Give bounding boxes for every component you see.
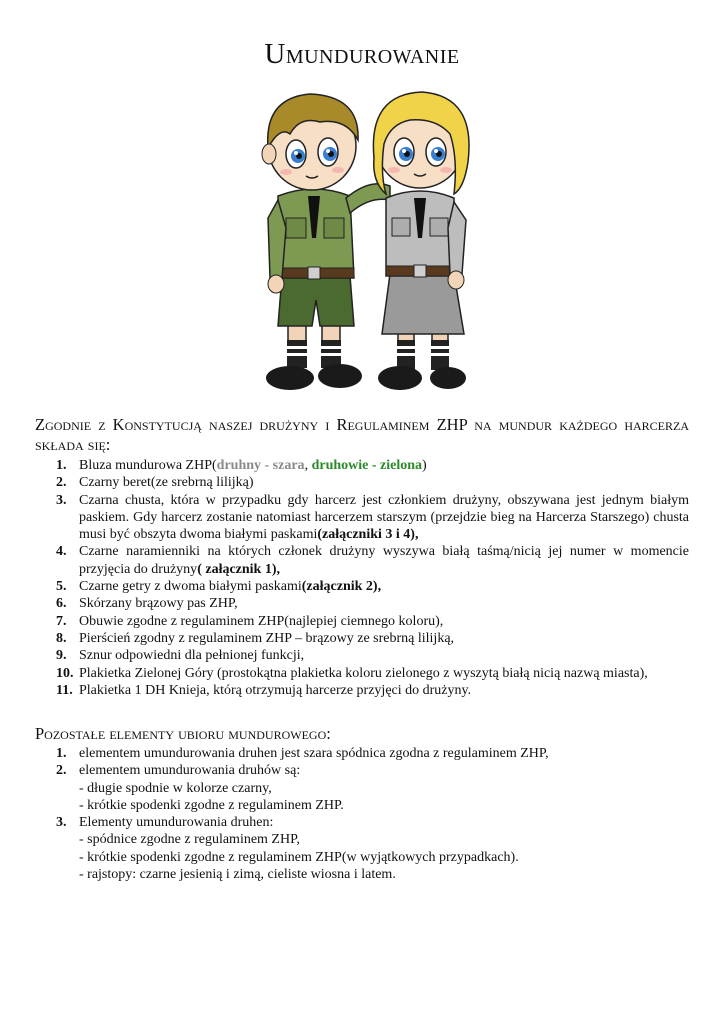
item-text-end: ) [422,458,427,473]
item-text: elementem umundurowania druhen jest szara spódnica zgodna z regulaminem ZHP, [79,746,549,761]
sub-item: - długie spodnie w kolorze czarny, [79,780,272,796]
item-number: 11. [56,682,73,698]
list-item [35,457,689,474]
item-text: Bluza mundurowa ZHP( [79,458,217,473]
sub-item: - krótkie spodenki zgodne z regulaminem ZHP(w wyjątkowych przypadkach). [79,849,519,865]
list-item [35,630,689,647]
list-item [35,595,689,612]
item-text: Plakietka Zielonej Góry (prostokątna plakietka koloru zielonego z wyszytą białą nicią nazwą miasta), [79,665,648,681]
scout-girl-figure [373,92,469,390]
item-number: 1. [56,746,67,761]
sub-item: - krótkie spodenki zgodne z regulaminem ZHP. [79,797,344,813]
item-separator: , [304,458,312,473]
item-number: 2. [56,763,67,779]
scout-boy-figure [262,94,390,390]
item-number: 5. [56,579,67,595]
item-text: Plakietka 1 DH Knieja, którą otrzymują harcerze przyjęci do drużyny. [79,682,472,698]
item-number: 3. [56,815,67,831]
item-number: 1. [56,458,67,473]
item-number: 9. [56,648,67,664]
item-number: 2. [56,475,67,491]
item-text: Czarne naramienniki na których członek drużyny wyszywa białą taśmą/nicią jej numer w momencie przyjęcia do drużyny [79,544,689,577]
two-scouts-illustration [250,78,490,400]
item-text: Czarna chusta, która w przypadku gdy harcerz jest członkiem drużyny, obszywana jest jednym białym paskiem. Gdy harcerz zostanie natomiast harcerzem starszym (przejdzie bieg na Harcerza Starszego) chusta musi być obszyta dwoma białymi paskami [79,492,689,543]
item-text: Elementy umundurowania druhen: [79,815,274,831]
uniform-elements-list [35,457,689,699]
sub-item: - rajstopy: czarne jesienią i zimą, cieliste wiosna i latem. [79,867,396,883]
section-heading-uniform-elements: Zgodnie z Konstytucją naszej drużyny i Regulaminem ZHP na mundur każdego harcerza składa się: [35,415,689,454]
item-text: elementem umundurowania druhów są: [79,763,301,779]
item-text: Pierścień zgodny z regulaminem ZHP – brązowy ze srebrną lilijką, [79,630,455,646]
item-number: 3. [56,492,67,508]
item-attachment-ref: ( załącznik 1), [197,561,281,577]
item-number: 6. [56,596,67,612]
item-text: Sznur odpowiedni dla pełnionej funkcji, [79,648,305,664]
item-number: 7. [56,613,67,629]
list-item [35,543,689,578]
list-item [35,682,689,699]
list-item [35,814,689,883]
item-text: Obuwie zgodne z regulaminem ZHP(najlepiej ciemnego koloru), [79,613,444,629]
item-number: 8. [56,630,67,646]
item-attachment-ref: (załącznik 2), [301,579,382,595]
list-item [35,745,689,762]
list-item [35,762,689,814]
list-item [35,647,689,664]
list-item [35,665,689,682]
item-text: Skórzany brązowy pas ZHP, [79,596,238,612]
list-item [35,613,689,630]
item-text-green: druhowie - zielona [311,458,423,473]
sub-item: - spódnice zgodne z regulaminem ZHP, [79,832,300,848]
list-item [35,492,689,544]
section-heading-other-elements: Pozostałe elementy ubioru mundurowego: [35,724,331,743]
item-text-grey: druhny - szara [216,458,305,473]
item-text: Czarne getry z dwoma białymi paskami [79,579,302,595]
page-title: Umundurowanie [264,38,460,70]
other-elements-list [35,745,689,883]
list-item [35,578,689,595]
list-item [35,474,689,491]
item-number: 10. [56,665,74,681]
item-number: 4. [56,544,67,560]
item-text: Czarny beret(ze srebrną lilijką) [79,475,254,491]
item-attachment-ref: (załączniki 3 i 4), [317,527,419,543]
